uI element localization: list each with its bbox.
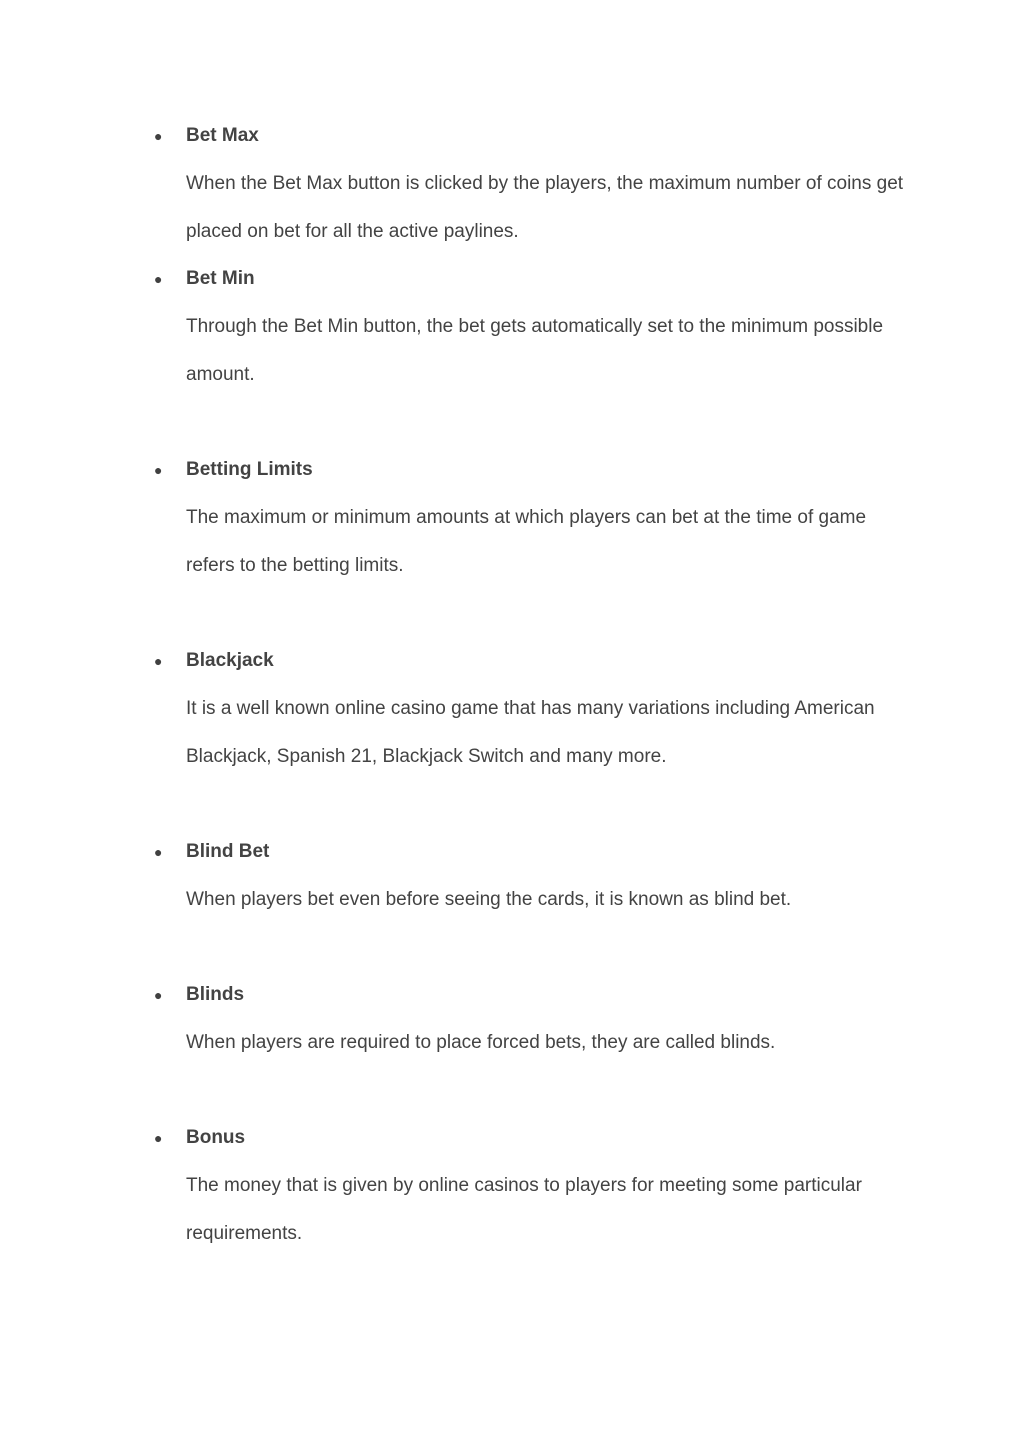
glossary-term: Blackjack	[186, 650, 274, 671]
bullet-icon: ●	[154, 271, 163, 287]
glossary-term: Blinds	[186, 984, 245, 1005]
bullet-icon: ●	[154, 653, 163, 669]
glossary-term: Blind Bet	[186, 841, 270, 862]
glossary-description: The money that is given by online casinos to players for meeting some particular requirements.	[186, 1175, 862, 1244]
bullet-icon: ●	[154, 844, 163, 860]
bullet-icon: ●	[154, 987, 163, 1003]
glossary-term: Bonus	[186, 1127, 246, 1148]
bullet-icon: ●	[154, 1130, 163, 1146]
glossary-description: When players are required to place forced bets, they are called blinds.	[186, 1032, 776, 1053]
glossary-description: When the Bet Max button is clicked by the players, the maximum number of coins get placed on bet for all the active paylines.	[186, 173, 904, 242]
glossary-description: The maximum or minimum amounts at which players can bet at the time of game refers to the betting limits.	[186, 507, 867, 576]
bullet-icon: ●	[154, 462, 163, 478]
glossary-description: Through the Bet Min button, the bet gets automatically set to the minimum possible amount.	[186, 316, 884, 385]
glossary-term: Betting Limits	[186, 459, 313, 480]
glossary-description: It is a well known online casino game that has many variations including American Blackjack, Spanish 21, Blackjack Switch and many more.	[186, 698, 875, 767]
glossary-description: When players bet even before seeing the cards, it is known as blind bet.	[186, 889, 792, 910]
glossary-term: Bet Min	[186, 268, 255, 289]
glossary-term: Bet Max	[186, 125, 259, 146]
bullet-icon: ●	[154, 128, 163, 144]
